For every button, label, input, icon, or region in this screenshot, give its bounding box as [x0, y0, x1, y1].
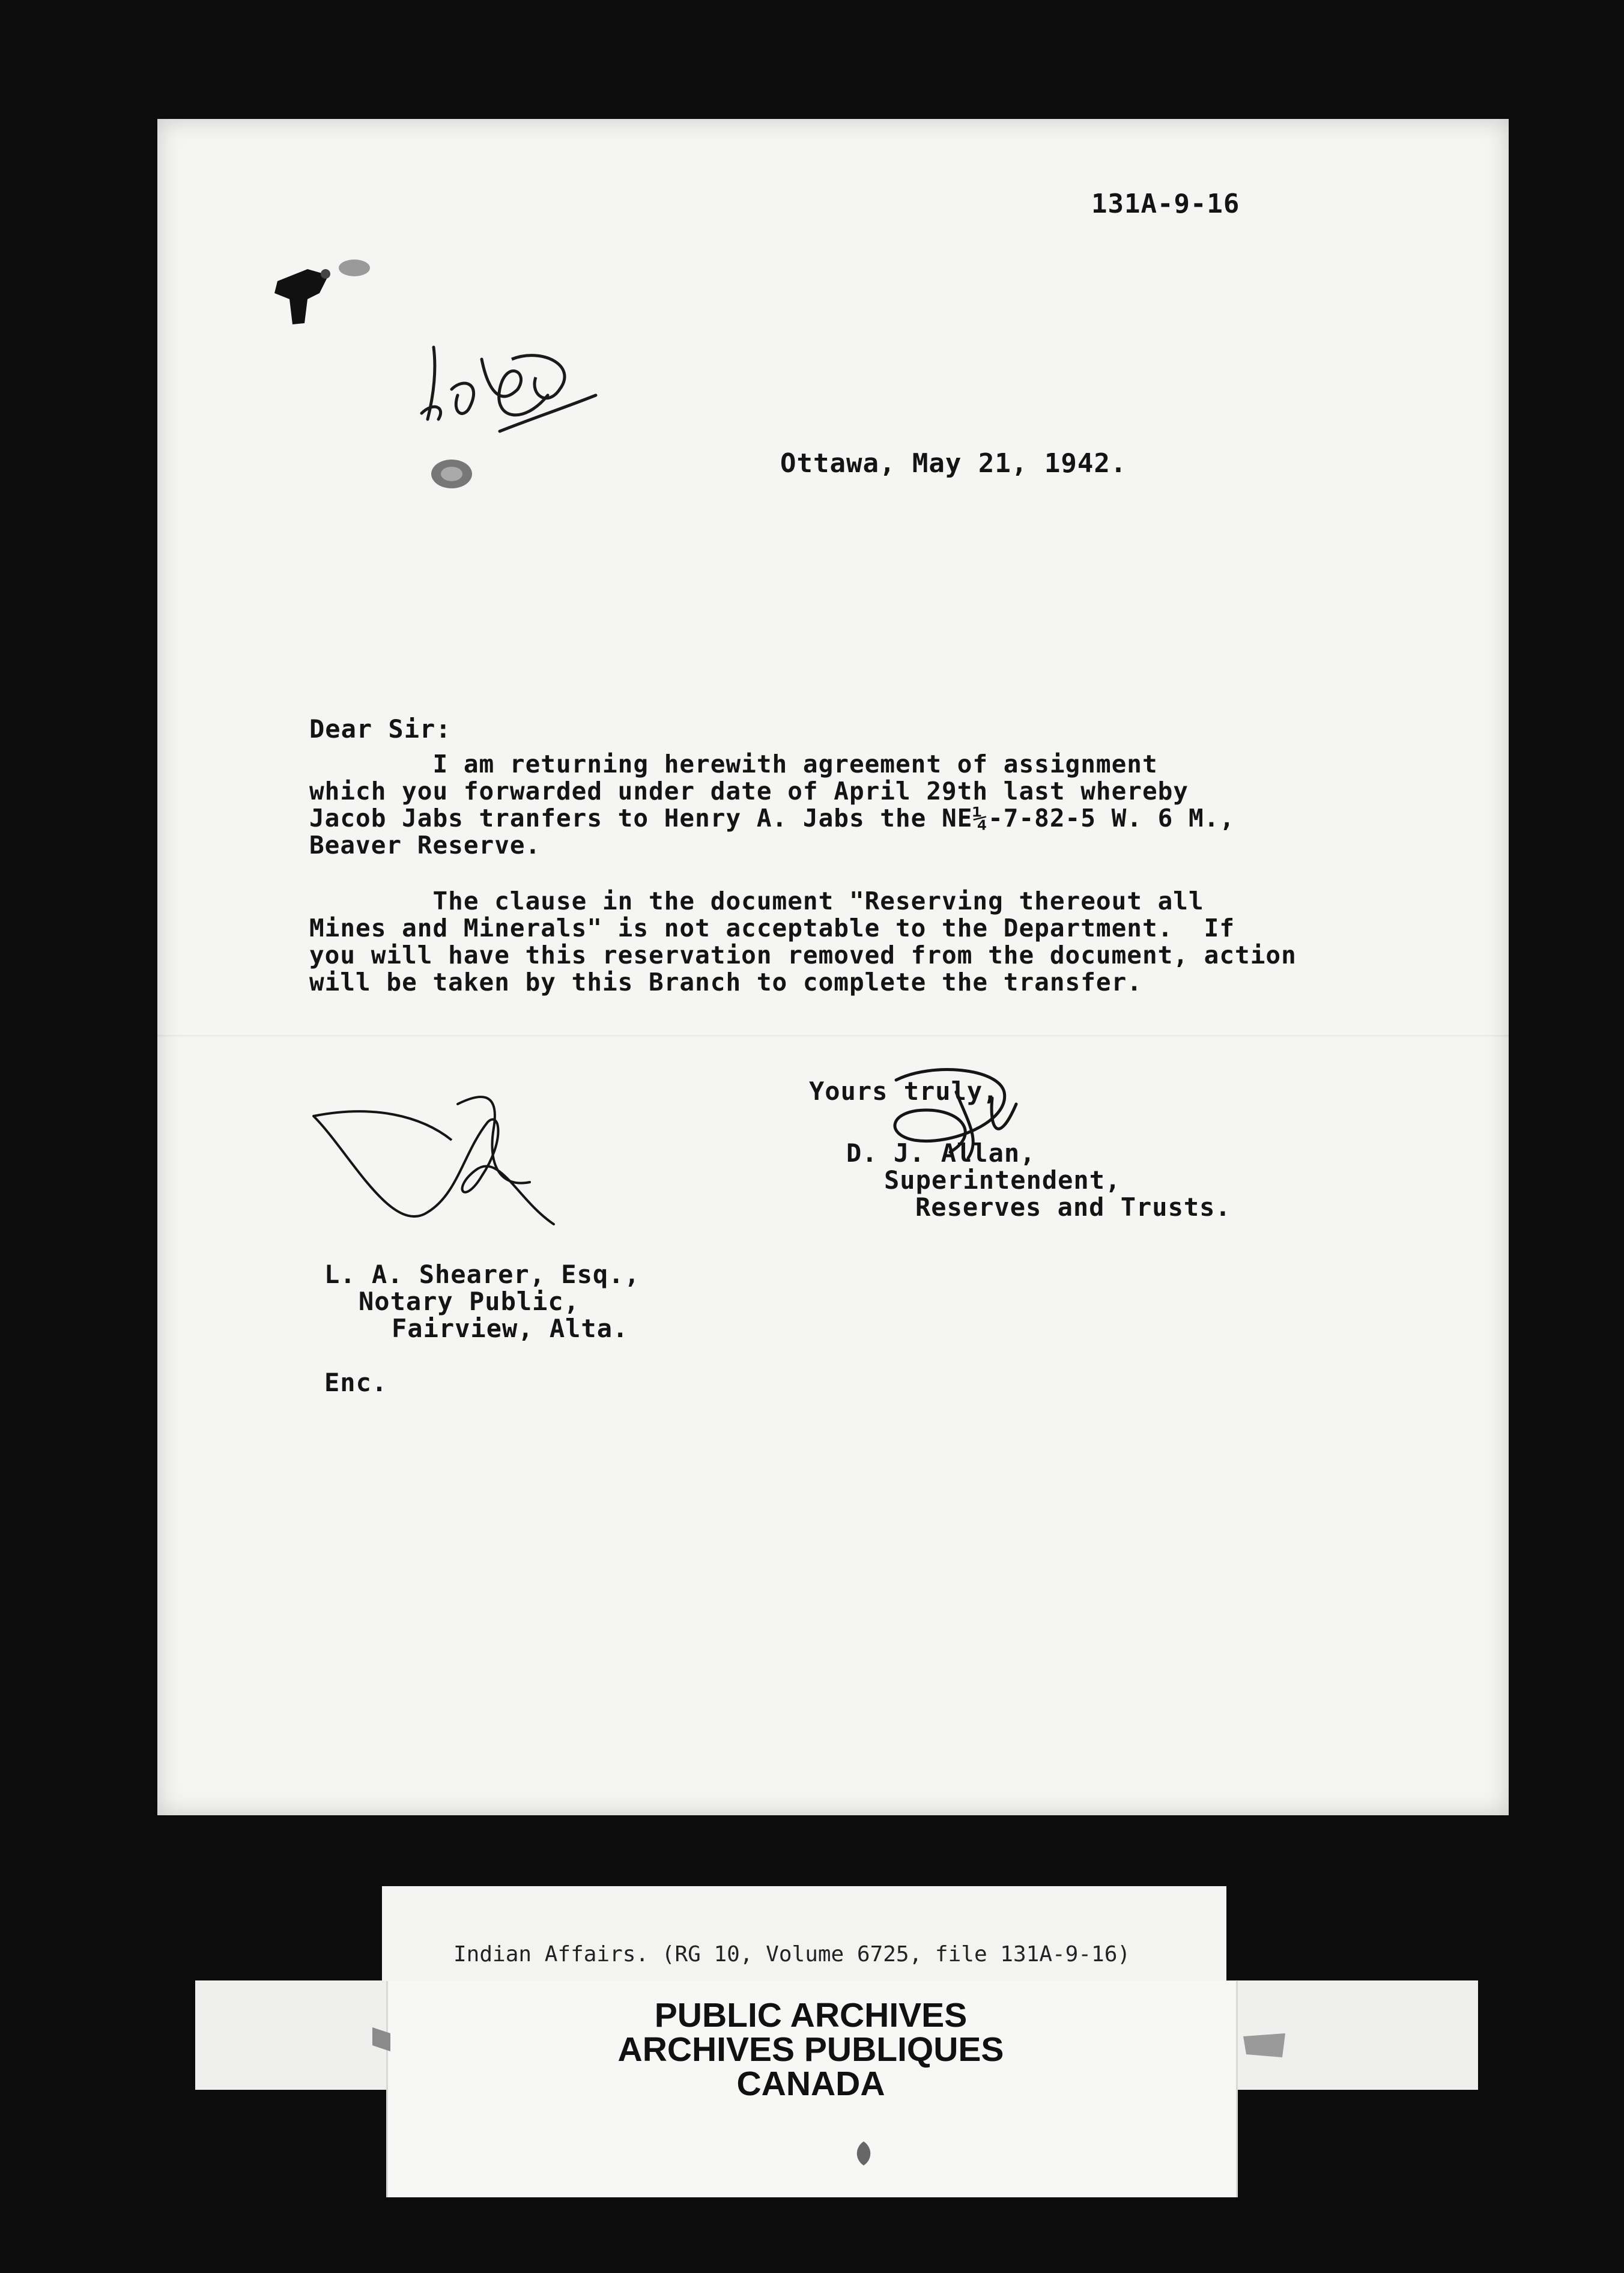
- paragraph-1-line-4: Beaver Reserve.: [309, 831, 541, 860]
- label-emblem-icon: [852, 2138, 876, 2168]
- file-number: 131A-9-16: [1091, 189, 1240, 219]
- signatory-title: Superintendent,: [884, 1165, 1121, 1195]
- salutation: Dear Sir:: [309, 714, 452, 744]
- stamp-line-3: CANADA: [736, 2065, 885, 2103]
- ink-blot-mark: [271, 257, 338, 329]
- archive-reference: Indian Affairs. (RG 10, Volume 6725, file 131A-9-16): [453, 1942, 1131, 1967]
- date-line: Ottawa, May 21, 1942.: [780, 448, 1127, 479]
- signatory-name: D. J. Allan,: [846, 1138, 1036, 1168]
- addressee-title: Notary Public,: [359, 1287, 580, 1316]
- paragraph-2-line-2: Mines and Minerals" is not acceptable to the Department. If: [309, 914, 1235, 942]
- closing: Yours truly,: [809, 1076, 999, 1106]
- letter-page: [157, 119, 1509, 1815]
- label-clip-left-icon: [369, 2021, 393, 2057]
- paragraph-2-line-3: you will have this reservation removed from the document, action: [309, 941, 1297, 970]
- signatory-branch: Reserves and Trusts.: [915, 1192, 1231, 1222]
- enclosure-note: Enc.: [324, 1368, 388, 1397]
- paragraph-1-line-1: I am returning herewith agreement of assignment: [309, 750, 1158, 778]
- addressee-name: L. A. Shearer, Esq.,: [324, 1260, 640, 1289]
- addressee-place: Fairview, Alta.: [392, 1314, 629, 1343]
- ink-smudge-2: [428, 452, 482, 494]
- archive-label-top: [382, 1886, 1226, 1981]
- paragraph-1-line-2: which you forwarded under date of April 29th last whereby: [309, 777, 1189, 806]
- page-fold-line: [157, 1035, 1509, 1037]
- ink-smudge: [336, 256, 372, 280]
- paragraph-2-line-1: The clause in the document "Reserving thereout all: [309, 887, 1204, 915]
- stamp-line-2: ARCHIVES PUBLIQUES: [617, 2030, 1004, 2069]
- paragraph-1-line-3: Jacob Jabs tranfers to Henry A. Jabs the NE¼-7-82-5 W. 6 M.,: [309, 804, 1235, 833]
- signature-initials-left: [301, 1080, 590, 1260]
- handwritten-notation: [410, 323, 602, 461]
- stamp-line-1: PUBLIC ARCHIVES: [654, 1996, 968, 2035]
- label-clip-right-icon: [1240, 2030, 1288, 2060]
- paragraph-2-line-4: will be taken by this Branch to complete the transfer.: [309, 968, 1142, 997]
